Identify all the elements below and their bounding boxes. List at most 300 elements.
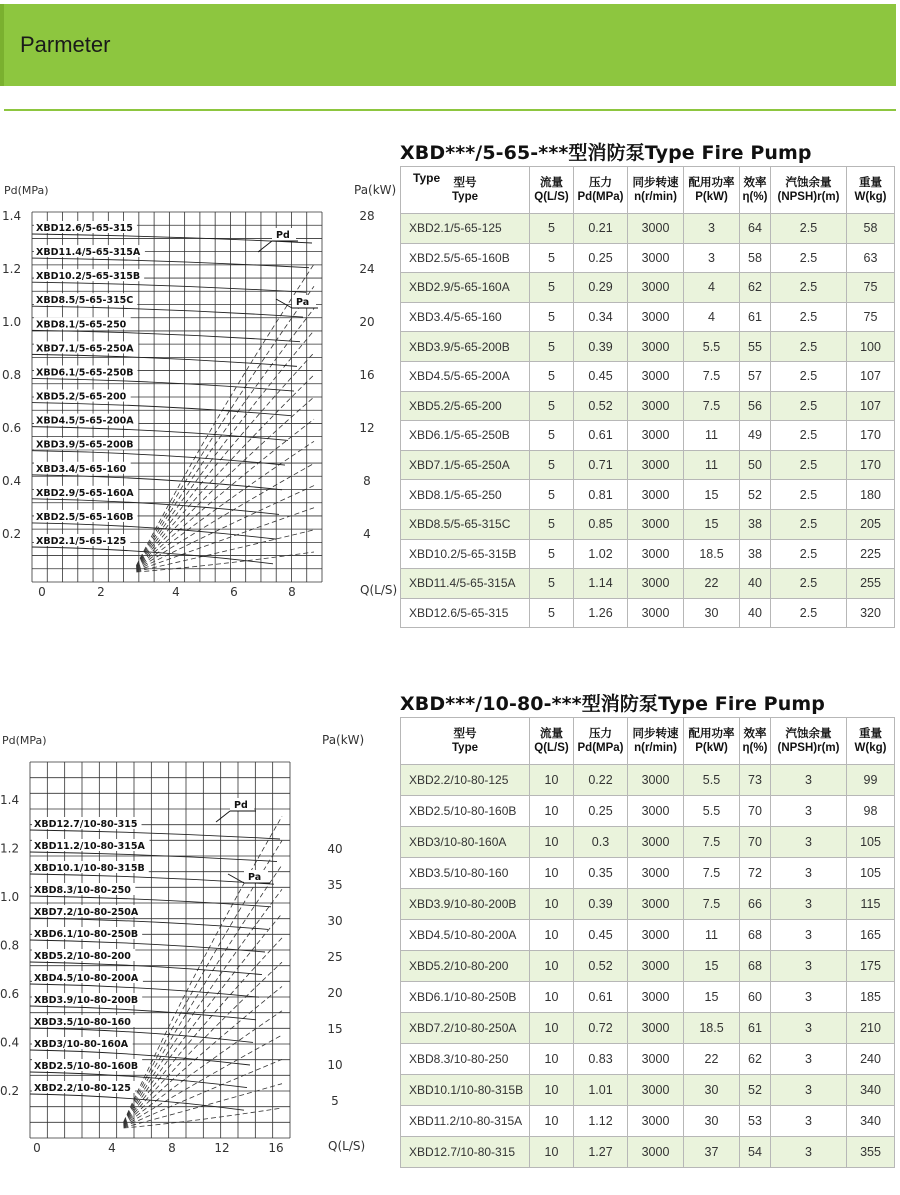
table-row bbox=[401, 361, 895, 391]
y-left-tick: 1.4 bbox=[0, 793, 20, 807]
cell-pressure: 1.26 bbox=[574, 598, 628, 628]
header-banner bbox=[0, 4, 896, 86]
cell-eff: 62 bbox=[740, 1044, 771, 1075]
cell-model: XBD2.5/5-65-160B bbox=[401, 243, 530, 273]
curve-label: XBD5.2/10-80-200 bbox=[34, 951, 131, 962]
cell-eff: 64 bbox=[740, 214, 771, 244]
cell-weight: 98 bbox=[847, 796, 895, 827]
y-left-tick: 1.4 bbox=[2, 209, 22, 223]
curve-label: XBD5.2/5-65-200 bbox=[36, 391, 127, 403]
col-model-cn: 型号 bbox=[453, 177, 477, 189]
table-row bbox=[401, 214, 895, 244]
cell-model: XBD12.7/10-80-315 bbox=[401, 1137, 530, 1168]
col-weight-en: W(kg) bbox=[854, 191, 887, 203]
curve-label: XBD8.5/5-65-315C bbox=[36, 295, 134, 307]
col-flow bbox=[530, 167, 574, 214]
col-weight-cn: 重量 bbox=[859, 728, 882, 740]
curve-label: XBD3.9/5-65-200B bbox=[36, 439, 134, 451]
cell-speed: 3000 bbox=[628, 569, 684, 599]
col-eff-cn: 效率 bbox=[743, 177, 767, 189]
pd-curve bbox=[32, 330, 300, 341]
cell-model: XBD8.3/10-80-250 bbox=[401, 1044, 530, 1075]
section1-performance-chart bbox=[0, 180, 398, 615]
cell-npsh: 2.5 bbox=[771, 450, 847, 480]
cell-eff: 66 bbox=[740, 889, 771, 920]
cell-model: XBD2.1/5-65-125 bbox=[401, 214, 530, 244]
table-row bbox=[401, 1075, 895, 1106]
cell-flow: 10 bbox=[530, 1075, 574, 1106]
cell-power: 4 bbox=[684, 273, 740, 303]
table-row bbox=[401, 765, 895, 796]
col-pressure-en: Pd(MPa) bbox=[577, 742, 624, 754]
curve-label: XBD3/10-80-160A bbox=[34, 1039, 129, 1050]
cell-model: XBD10.1/10-80-315B bbox=[401, 1075, 530, 1106]
col-eff bbox=[740, 167, 771, 214]
table-row bbox=[401, 889, 895, 920]
cell-flow: 10 bbox=[530, 1013, 574, 1044]
pd-label: Pd bbox=[234, 800, 248, 811]
cell-flow: 5 bbox=[530, 450, 574, 480]
pa-curve bbox=[124, 986, 282, 1125]
cell-npsh: 3 bbox=[771, 889, 847, 920]
cell-power: 5.5 bbox=[684, 796, 740, 827]
pa-curve bbox=[136, 375, 314, 568]
col-power bbox=[684, 718, 740, 765]
cell-weight: 355 bbox=[847, 1137, 895, 1168]
col-flow-cn: 流量 bbox=[540, 177, 563, 189]
cell-power: 7.5 bbox=[684, 361, 740, 391]
cell-npsh: 2.5 bbox=[771, 302, 847, 332]
y-right-tick: 12 bbox=[359, 421, 375, 435]
curve-label: XBD6.1/5-65-250B bbox=[36, 367, 134, 379]
cell-eff: 61 bbox=[740, 1013, 771, 1044]
cell-power: 3 bbox=[684, 214, 740, 244]
cell-weight: 340 bbox=[847, 1075, 895, 1106]
table-row bbox=[401, 450, 895, 480]
y-right-tick: 20 bbox=[327, 986, 343, 1000]
table-row bbox=[401, 509, 895, 539]
cell-weight: 170 bbox=[847, 421, 895, 451]
cell-pressure: 0.61 bbox=[574, 982, 628, 1013]
cell-pressure: 1.02 bbox=[574, 539, 628, 569]
x-tick: 4 bbox=[172, 585, 180, 599]
cell-model: XBD7.1/5-65-250A bbox=[401, 450, 530, 480]
pd-curve bbox=[32, 378, 294, 391]
y-left-label: Pd(MPa) bbox=[2, 734, 47, 747]
cell-flow: 10 bbox=[530, 827, 574, 858]
col-npsh-en: (NPSH)r(m) bbox=[777, 742, 840, 754]
cell-power: 15 bbox=[684, 509, 740, 539]
cell-eff: 38 bbox=[740, 539, 771, 569]
cell-eff: 55 bbox=[740, 332, 771, 362]
cell-model: XBD6.1/5-65-250B bbox=[401, 421, 530, 451]
y-left-tick: 0.2 bbox=[0, 1084, 20, 1098]
cell-model: XBD4.5/5-65-200A bbox=[401, 361, 530, 391]
cell-npsh: 3 bbox=[771, 920, 847, 951]
cell-eff: 52 bbox=[740, 480, 771, 510]
cell-npsh: 2.5 bbox=[771, 598, 847, 628]
cell-power: 4 bbox=[684, 302, 740, 332]
cell-pressure: 0.22 bbox=[574, 765, 628, 796]
cell-speed: 3000 bbox=[628, 361, 684, 391]
cell-npsh: 2.5 bbox=[771, 332, 847, 362]
col-weight-cn: 重量 bbox=[859, 177, 882, 189]
cell-pressure: 0.35 bbox=[574, 858, 628, 889]
curve-label: XBD4.5/10-80-200A bbox=[34, 973, 139, 984]
cell-speed: 3000 bbox=[628, 920, 684, 951]
cell-npsh: 2.5 bbox=[771, 361, 847, 391]
table-row bbox=[401, 827, 895, 858]
y-left-tick: 0.2 bbox=[2, 527, 22, 541]
table-row bbox=[401, 480, 895, 510]
cell-power: 11 bbox=[684, 421, 740, 451]
cell-eff: 57 bbox=[740, 361, 771, 391]
cell-npsh: 2.5 bbox=[771, 391, 847, 421]
table-row bbox=[401, 920, 895, 951]
cell-flow: 5 bbox=[530, 302, 574, 332]
section2-spec-table bbox=[400, 717, 895, 1168]
cell-weight: 115 bbox=[847, 889, 895, 920]
cell-npsh: 2.5 bbox=[771, 214, 847, 244]
cell-flow: 5 bbox=[530, 273, 574, 303]
cell-eff: 38 bbox=[740, 509, 771, 539]
col-eff-cn: 效率 bbox=[743, 728, 767, 740]
col-power bbox=[684, 167, 740, 214]
x-tick: 8 bbox=[168, 1141, 176, 1155]
col-model-en: Type bbox=[452, 742, 478, 754]
cell-speed: 3000 bbox=[628, 1044, 684, 1075]
cell-weight: 100 bbox=[847, 332, 895, 362]
cell-model: XBD4.5/10-80-200A bbox=[401, 920, 530, 951]
cell-npsh: 2.5 bbox=[771, 569, 847, 599]
cell-eff: 58 bbox=[740, 243, 771, 273]
cell-flow: 5 bbox=[530, 391, 574, 421]
cell-eff: 68 bbox=[740, 920, 771, 951]
curve-label: XBD10.2/5-65-315B bbox=[36, 271, 141, 283]
cell-eff: 49 bbox=[740, 421, 771, 451]
cell-weight: 165 bbox=[847, 920, 895, 951]
cell-speed: 3000 bbox=[628, 214, 684, 244]
cell-npsh: 2.5 bbox=[771, 273, 847, 303]
cell-weight: 225 bbox=[847, 539, 895, 569]
cell-weight: 63 bbox=[847, 243, 895, 273]
col-npsh bbox=[771, 167, 847, 214]
cell-flow: 5 bbox=[530, 569, 574, 599]
cell-pressure: 0.39 bbox=[574, 889, 628, 920]
x-tick: 16 bbox=[268, 1141, 284, 1155]
cell-weight: 210 bbox=[847, 1013, 895, 1044]
cell-model: XBD3.5/10-80-160 bbox=[401, 858, 530, 889]
pd-leader bbox=[258, 241, 272, 252]
cell-eff: 54 bbox=[740, 1137, 771, 1168]
table-row bbox=[401, 421, 895, 451]
table-row bbox=[401, 332, 895, 362]
x-tick: 2 bbox=[97, 585, 105, 599]
table-row bbox=[401, 951, 895, 982]
x-tick: 0 bbox=[38, 585, 46, 599]
curve-label: XBD3.9/10-80-200B bbox=[34, 995, 139, 1006]
pa-curve bbox=[136, 441, 314, 569]
cell-pressure: 0.45 bbox=[574, 361, 628, 391]
y-right-tick: 15 bbox=[327, 1022, 343, 1036]
table-row bbox=[401, 243, 895, 273]
cell-eff: 70 bbox=[740, 796, 771, 827]
cell-weight: 75 bbox=[847, 273, 895, 303]
cell-npsh: 3 bbox=[771, 1075, 847, 1106]
cell-speed: 3000 bbox=[628, 302, 684, 332]
cell-pressure: 0.83 bbox=[574, 1044, 628, 1075]
cell-model: XBD7.2/10-80-250A bbox=[401, 1013, 530, 1044]
cell-model: XBD11.2/10-80-315A bbox=[401, 1106, 530, 1137]
col-pressure bbox=[574, 167, 628, 214]
curve-label: XBD8.3/10-80-250 bbox=[34, 885, 131, 896]
cell-speed: 3000 bbox=[628, 796, 684, 827]
cell-power: 3 bbox=[684, 243, 740, 273]
col-flow-en: Q(L/S) bbox=[534, 191, 569, 203]
cell-pressure: 1.14 bbox=[574, 569, 628, 599]
cell-pressure: 0.52 bbox=[574, 951, 628, 982]
cell-npsh: 3 bbox=[771, 1013, 847, 1044]
y-right-tick: 35 bbox=[327, 878, 343, 892]
table-row bbox=[401, 796, 895, 827]
curve-label: XBD12.6/5-65-315 bbox=[36, 223, 133, 234]
cell-power: 7.5 bbox=[684, 827, 740, 858]
cell-eff: 56 bbox=[740, 391, 771, 421]
cell-flow: 10 bbox=[530, 1137, 574, 1168]
cell-power: 5.5 bbox=[684, 332, 740, 362]
pd-leader bbox=[216, 811, 230, 822]
pa-curve bbox=[124, 962, 282, 1125]
cell-speed: 3000 bbox=[628, 450, 684, 480]
curve-label: XBD10.1/10-80-315B bbox=[34, 863, 145, 874]
cell-speed: 3000 bbox=[628, 1075, 684, 1106]
cell-eff: 73 bbox=[740, 765, 771, 796]
cell-eff: 53 bbox=[740, 1106, 771, 1137]
cell-speed: 3000 bbox=[628, 332, 684, 362]
cell-eff: 62 bbox=[740, 273, 771, 303]
cell-npsh: 3 bbox=[771, 858, 847, 889]
cell-pressure: 1.01 bbox=[574, 1075, 628, 1106]
cell-model: XBD3.9/5-65-200B bbox=[401, 332, 530, 362]
cell-power: 7.5 bbox=[684, 858, 740, 889]
cell-flow: 5 bbox=[530, 243, 574, 273]
cell-flow: 10 bbox=[530, 765, 574, 796]
curve-label: XBD12.7/10-80-315 bbox=[34, 819, 138, 830]
y-right-tick: 40 bbox=[327, 842, 343, 856]
cell-power: 22 bbox=[684, 1044, 740, 1075]
cell-pressure: 0.21 bbox=[574, 214, 628, 244]
cell-flow: 10 bbox=[530, 920, 574, 951]
pa-curve bbox=[136, 486, 314, 571]
cell-weight: 320 bbox=[847, 598, 895, 628]
col-weight-en: W(kg) bbox=[854, 742, 887, 754]
cell-pressure: 0.3 bbox=[574, 827, 628, 858]
curve-label: XBD2.5/5-65-160B bbox=[36, 511, 134, 523]
col-model bbox=[401, 167, 530, 214]
cell-pressure: 0.29 bbox=[574, 273, 628, 303]
pa-curve bbox=[136, 397, 314, 569]
col-weight bbox=[847, 167, 895, 214]
pa-leader bbox=[276, 299, 292, 308]
curve-label: XBD2.5/10-80-160B bbox=[34, 1061, 139, 1072]
cell-npsh: 3 bbox=[771, 951, 847, 982]
chart-curves bbox=[32, 221, 314, 572]
cell-npsh: 3 bbox=[771, 982, 847, 1013]
cell-eff: 50 bbox=[740, 450, 771, 480]
cell-speed: 3000 bbox=[628, 1137, 684, 1168]
cell-npsh: 3 bbox=[771, 765, 847, 796]
cell-speed: 3000 bbox=[628, 858, 684, 889]
cell-flow: 5 bbox=[530, 214, 574, 244]
cell-model: XBD3/10-80-160A bbox=[401, 827, 530, 858]
pa-curve bbox=[124, 1108, 282, 1128]
table-row bbox=[401, 569, 895, 599]
pa-curve bbox=[136, 308, 314, 566]
cell-model: XBD5.2/10-80-200 bbox=[401, 951, 530, 982]
col-npsh-en: (NPSH)r(m) bbox=[777, 191, 840, 203]
y-left-tick: 0.6 bbox=[0, 987, 20, 1001]
col-flow-cn: 流量 bbox=[540, 728, 563, 740]
y-left-tick: 0.6 bbox=[2, 421, 22, 435]
curve-label: XBD2.1/5-65-125 bbox=[36, 536, 127, 547]
x-tick: 8 bbox=[288, 585, 296, 599]
curve-label: XBD6.1/10-80-250B bbox=[34, 929, 139, 940]
cell-npsh: 2.5 bbox=[771, 509, 847, 539]
cell-flow: 10 bbox=[530, 796, 574, 827]
cell-power: 11 bbox=[684, 450, 740, 480]
cell-speed: 3000 bbox=[628, 480, 684, 510]
y-right-label: Pa(kW) bbox=[322, 733, 365, 747]
cell-pressure: 0.71 bbox=[574, 450, 628, 480]
cell-flow: 5 bbox=[530, 509, 574, 539]
cell-power: 11 bbox=[684, 920, 740, 951]
cell-speed: 3000 bbox=[628, 243, 684, 273]
y-left-tick: 0.4 bbox=[0, 1035, 20, 1050]
col-npsh bbox=[771, 718, 847, 765]
cell-weight: 99 bbox=[847, 765, 895, 796]
cell-model: XBD10.2/5-65-315B bbox=[401, 539, 530, 569]
col-speed bbox=[628, 718, 684, 765]
col-speed-cn: 同步转速 bbox=[632, 728, 679, 740]
cell-speed: 3000 bbox=[628, 598, 684, 628]
col-model-cn: 型号 bbox=[453, 728, 477, 740]
cell-speed: 3000 bbox=[628, 982, 684, 1013]
cell-model: XBD5.2/5-65-200 bbox=[401, 391, 530, 421]
cell-model: XBD3.4/5-65-160 bbox=[401, 302, 530, 332]
table-row bbox=[401, 302, 895, 332]
cell-pressure: 1.12 bbox=[574, 1106, 628, 1137]
cell-pressure: 0.81 bbox=[574, 480, 628, 510]
cell-weight: 340 bbox=[847, 1106, 895, 1137]
pd-curve bbox=[32, 354, 297, 366]
cell-power: 37 bbox=[684, 1137, 740, 1168]
y-right-tick: 5 bbox=[331, 1094, 339, 1108]
table-row bbox=[401, 539, 895, 569]
y-left-tick: 0.4 bbox=[2, 474, 22, 488]
cell-model: XBD2.9/5-65-160A bbox=[401, 273, 530, 303]
cell-weight: 175 bbox=[847, 951, 895, 982]
table-row bbox=[401, 1137, 895, 1168]
cell-npsh: 3 bbox=[771, 827, 847, 858]
col-npsh-cn: 汽蚀余量 bbox=[785, 728, 832, 740]
cell-weight: 205 bbox=[847, 509, 895, 539]
cell-flow: 5 bbox=[530, 598, 574, 628]
cell-speed: 3000 bbox=[628, 273, 684, 303]
col-weight bbox=[847, 718, 895, 765]
y-left-tick: 1.2 bbox=[0, 841, 20, 856]
y-left-tick: 0.8 bbox=[2, 368, 22, 382]
cell-power: 22 bbox=[684, 569, 740, 599]
cell-pressure: 0.25 bbox=[574, 796, 628, 827]
cell-speed: 3000 bbox=[628, 1106, 684, 1137]
col-pressure-cn: 压力 bbox=[589, 177, 612, 189]
cell-power: 30 bbox=[684, 1075, 740, 1106]
y-left-tick: 1.0 bbox=[0, 890, 20, 904]
cell-model: XBD3.9/10-80-200B bbox=[401, 889, 530, 920]
x-axis-label: Q(L/S) bbox=[360, 583, 398, 597]
pa-label: Pa bbox=[248, 872, 262, 883]
cell-npsh: 2.5 bbox=[771, 243, 847, 273]
x-tick: 6 bbox=[230, 585, 238, 599]
cell-pressure: 0.34 bbox=[574, 302, 628, 332]
col-model bbox=[401, 718, 530, 765]
y-right-tick: 25 bbox=[327, 950, 343, 964]
pa-curve bbox=[124, 914, 282, 1124]
cell-pressure: 0.61 bbox=[574, 421, 628, 451]
cell-eff: 40 bbox=[740, 569, 771, 599]
y-right-tick: 24 bbox=[359, 262, 375, 276]
y-right-tick: 16 bbox=[359, 368, 375, 382]
y-right-tick: 8 bbox=[363, 474, 371, 488]
cell-speed: 3000 bbox=[628, 509, 684, 539]
y-right-tick: 20 bbox=[359, 315, 375, 329]
pa-curve bbox=[124, 1059, 282, 1127]
col-type-corner: Type bbox=[413, 171, 441, 185]
table-row bbox=[401, 1013, 895, 1044]
col-pressure-cn: 压力 bbox=[589, 728, 612, 740]
col-flow bbox=[530, 718, 574, 765]
cell-model: XBD2.2/10-80-125 bbox=[401, 765, 530, 796]
y-right-tick: 30 bbox=[327, 914, 343, 928]
curve-label: XBD7.1/5-65-250A bbox=[36, 343, 134, 355]
cell-pressure: 0.39 bbox=[574, 332, 628, 362]
section2-performance-chart bbox=[0, 733, 392, 1166]
y-right-tick: 10 bbox=[327, 1058, 343, 1072]
pa-label: Pa bbox=[296, 297, 310, 308]
cell-pressure: 0.85 bbox=[574, 509, 628, 539]
section1-title: XBD***/5-65-***型消防泵Type Fire Pump bbox=[400, 142, 812, 164]
cell-weight: 185 bbox=[847, 982, 895, 1013]
cell-weight: 107 bbox=[847, 361, 895, 391]
cell-model: XBD8.1/5-65-250 bbox=[401, 480, 530, 510]
cell-eff: 61 bbox=[740, 302, 771, 332]
y-left-tick: 0.8 bbox=[0, 938, 20, 953]
cell-flow: 10 bbox=[530, 889, 574, 920]
col-speed-en: n(r/min) bbox=[634, 191, 677, 203]
y-left-tick: 1.2 bbox=[2, 262, 22, 276]
table-row bbox=[401, 273, 895, 303]
cell-flow: 10 bbox=[530, 858, 574, 889]
col-model-en: Type bbox=[452, 191, 478, 203]
curve-label: XBD4.5/5-65-200A bbox=[36, 415, 134, 427]
cell-speed: 3000 bbox=[628, 765, 684, 796]
col-eff bbox=[740, 718, 771, 765]
cell-npsh: 2.5 bbox=[771, 480, 847, 510]
cell-eff: 70 bbox=[740, 827, 771, 858]
curve-label: XBD7.2/10-80-250A bbox=[34, 907, 139, 918]
curve-label: XBD2.9/5-65-160A bbox=[36, 487, 134, 499]
col-speed-cn: 同步转速 bbox=[632, 177, 679, 189]
